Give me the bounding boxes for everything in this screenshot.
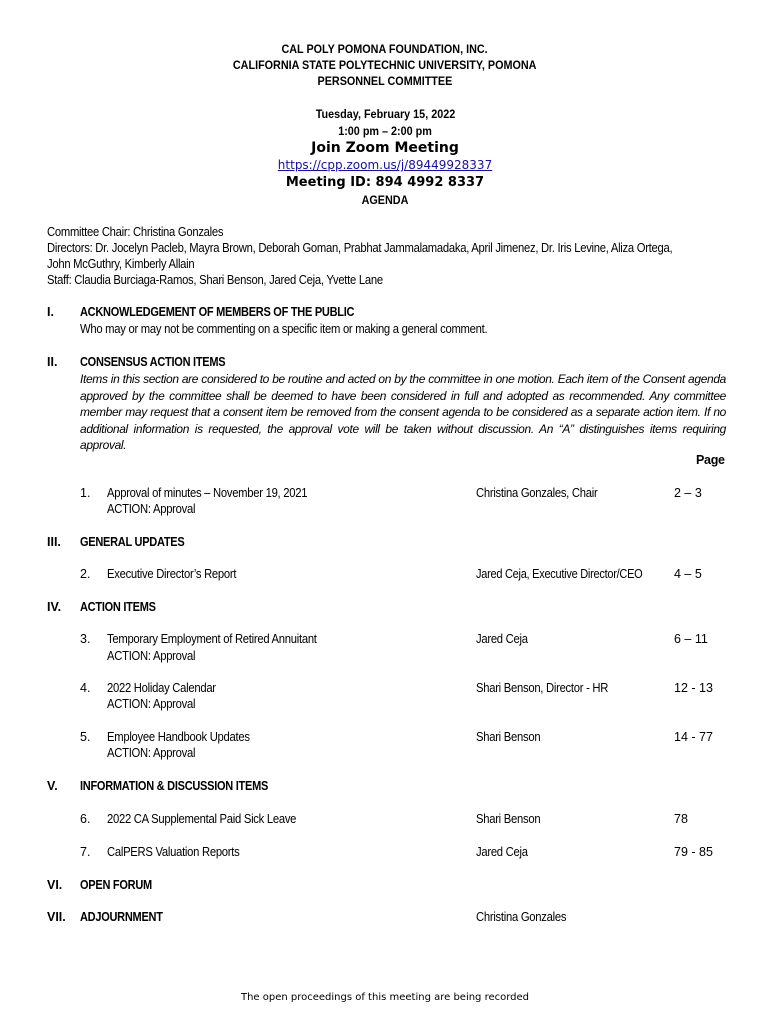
item-4-presenter: Shari Benson, Director - HR	[476, 681, 609, 695]
item-3-number: 3.	[80, 632, 91, 646]
section-7-title: ADJOURNMENT	[80, 910, 163, 924]
section-6-title: OPEN FORUM	[80, 878, 152, 892]
item-3-title: Temporary Employment of Retired Annuitant	[107, 632, 317, 646]
zoom-link-row	[0, 158, 770, 172]
item-3-presenter: Jared Ceja	[476, 632, 528, 646]
section-7-number: VII.	[47, 910, 66, 924]
zoom-link[interactable]: https://cpp.zoom.us/j/89449928337	[277, 158, 493, 172]
section-3-number: III.	[47, 535, 61, 549]
section-2-number: II.	[47, 355, 58, 369]
item-4-number: 4.	[80, 681, 91, 695]
committee-name: PERSONNEL COMMITTEE	[317, 74, 453, 88]
meeting-time: 1:00 pm – 2:00 pm	[338, 124, 432, 138]
org-name: CAL POLY POMONA FOUNDATION, INC.	[281, 42, 489, 56]
item-1-number: 1.	[80, 486, 91, 500]
item-6-pages: 78	[674, 812, 688, 826]
item-1-action: ACTION: Approval	[107, 502, 196, 516]
section-4-number: IV.	[47, 600, 62, 614]
page-column-header: Page	[696, 453, 725, 467]
meeting-date: Tuesday, February 15, 2022	[315, 107, 455, 121]
item-7-number: 7.	[80, 845, 91, 859]
section-6-number: VI.	[47, 878, 63, 892]
item-3-action: ACTION: Approval	[107, 649, 196, 663]
meeting-id: Meeting ID: 894 4992 8337	[285, 175, 485, 190]
staff-list: Staff: Claudia Burciaga-Ramos, Shari Benson, Jared Ceja, Yvette Lane	[47, 273, 383, 287]
item-4-title: 2022 Holiday Calendar	[107, 681, 216, 695]
directors-line-2: John McGuthry, Kimberly Allain	[47, 257, 195, 271]
section-5-number: V.	[47, 779, 58, 793]
section-7-presenter: Christina Gonzales	[476, 910, 567, 924]
zoom-title: Join Zoom Meeting	[311, 140, 459, 156]
item-3-pages: 6 – 11	[674, 632, 708, 646]
section-3-title: GENERAL UPDATES	[80, 535, 185, 549]
item-6-title: 2022 CA Supplemental Paid Sick Leave	[107, 812, 297, 826]
section-2-title: CONSENSUS ACTION ITEMS	[80, 355, 226, 369]
item-2-presenter: Jared Ceja, Executive Director/CEO	[476, 567, 643, 581]
item-4-action: ACTION: Approval	[107, 697, 196, 711]
section-4-title: ACTION ITEMS	[80, 600, 156, 614]
item-5-presenter: Shari Benson	[476, 730, 541, 744]
directors-line-1: Directors: Dr. Jocelyn Pacleb, Mayra Brown, Deborah Goman, Prabhat Jammalamadaka, April Jimenez, Dr. Iris Levine, Aliza Ortega,	[47, 241, 673, 255]
committee-chair: Committee Chair: Christina Gonzales	[47, 225, 224, 239]
item-7-presenter: Jared Ceja	[476, 845, 528, 859]
item-7-title: CalPERS Valuation Reports	[107, 845, 240, 859]
item-2-title: Executive Director’s Report	[107, 567, 237, 581]
item-4-pages: 12 - 13	[674, 681, 713, 695]
item-5-number: 5.	[80, 730, 91, 744]
university-name: CALIFORNIA STATE POLYTECHNIC UNIVERSITY, POMONA	[233, 58, 537, 72]
item-1-pages: 2 – 3	[674, 486, 702, 500]
item-5-action: ACTION: Approval	[107, 746, 196, 760]
agenda-heading: AGENDA	[361, 193, 409, 207]
item-1-presenter: Christina Gonzales, Chair	[476, 486, 598, 500]
section-2-description: Items in this section are considered to be routine and acted on by the committee in one motion. Each item of the Consent agenda approved by the committee shall be deemed to have been considered in full and adopted as recommended. Any committee member may request that a consent item be removed from the consent agenda to be considered as a separate action item. If no additional information is requested, the approval vote will be taken without discussion. An “A” distinguishes items requiring approval.	[80, 372, 726, 452]
item-5-pages: 14 - 77	[674, 730, 713, 744]
item-5-title: Employee Handbook Updates	[107, 730, 250, 744]
item-2-number: 2.	[80, 567, 91, 581]
item-1-title: Approval of minutes – November 19, 2021	[107, 486, 308, 500]
item-6-presenter: Shari Benson	[476, 812, 541, 826]
item-6-number: 6.	[80, 812, 91, 826]
section-1-number: I.	[47, 305, 54, 319]
section-1-title: ACKNOWLEDGEMENT OF MEMBERS OF THE PUBLIC	[80, 305, 355, 319]
section-1-description: Who may or may not be commenting on a specific item or making a general comment.	[80, 322, 488, 336]
item-7-pages: 79 - 85	[674, 845, 713, 859]
item-2-pages: 4 – 5	[674, 567, 702, 581]
recording-notice: The open proceedings of this meeting are being recorded	[240, 992, 530, 1003]
section-5-title: INFORMATION & DISCUSSION ITEMS	[80, 779, 269, 793]
